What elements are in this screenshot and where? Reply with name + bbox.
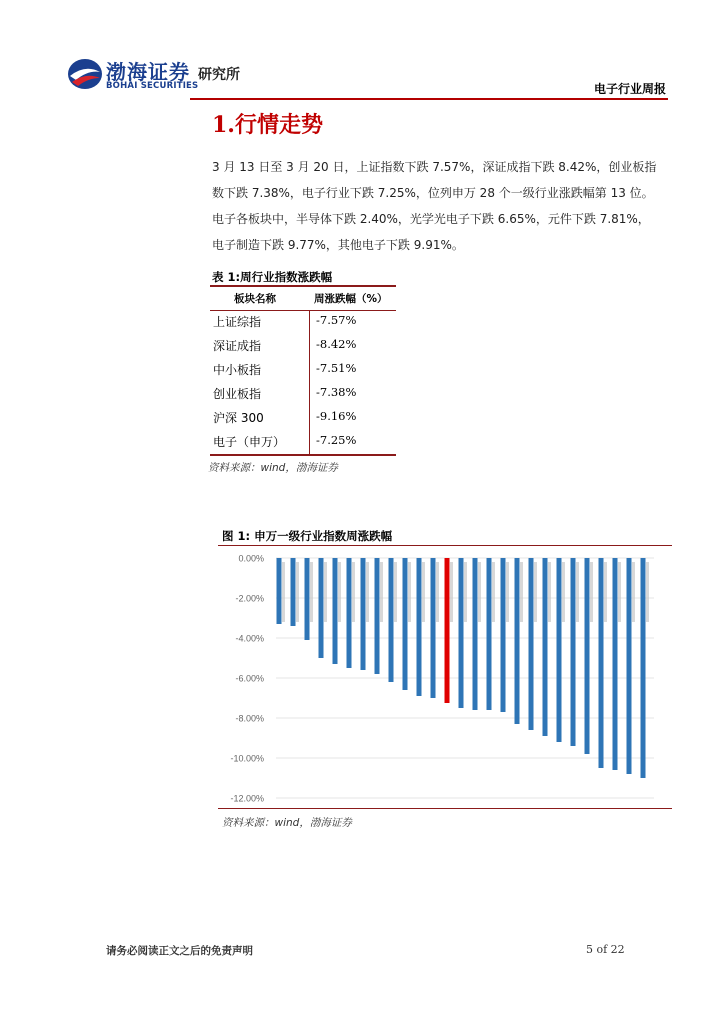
bar xyxy=(459,558,464,708)
bar xyxy=(403,558,408,690)
table-top-rule xyxy=(210,285,396,287)
category-label-mark xyxy=(422,562,425,622)
table-row xyxy=(210,335,396,359)
row-name: 沪深 300 xyxy=(213,411,264,425)
bar xyxy=(417,558,422,696)
row-value: -7.57% xyxy=(316,313,357,327)
table-caption: 表 1:周行业指数涨跌幅 xyxy=(212,270,333,284)
row-value: -7.51% xyxy=(316,361,357,375)
category-label-mark xyxy=(506,562,509,622)
category-label-mark xyxy=(604,562,607,622)
bar xyxy=(599,558,604,768)
bar xyxy=(627,558,632,774)
logo-mark-icon xyxy=(66,56,104,92)
bar xyxy=(501,558,506,712)
row-value: -7.25% xyxy=(316,433,357,447)
category-label-mark xyxy=(492,562,495,622)
category-label-mark xyxy=(464,562,467,622)
row-name: 上证综指 xyxy=(213,315,262,329)
table-row xyxy=(210,311,396,335)
bar xyxy=(319,558,324,658)
y-tick-label: -8.00% xyxy=(235,713,264,724)
category-label-mark xyxy=(352,562,355,622)
category-label-mark xyxy=(562,562,565,622)
paragraph-line: 3 月 13 日至 3 月 20 日，上证指数下跌 7.57%，深证成指下跌 8.42%，创业板指 xyxy=(212,160,657,174)
category-label-mark xyxy=(408,562,411,622)
row-name: 电子（申万） xyxy=(213,435,286,449)
section-title: 1.行情走势 xyxy=(212,112,323,138)
bar xyxy=(389,558,394,682)
bar xyxy=(305,558,310,640)
bar xyxy=(375,558,380,674)
bar xyxy=(529,558,534,730)
y-tick-label: -10.00% xyxy=(230,753,264,764)
bar xyxy=(291,558,296,626)
category-label-mark xyxy=(576,562,579,622)
category-label-mark xyxy=(324,562,327,622)
bar xyxy=(487,558,492,710)
table-header xyxy=(210,288,396,310)
category-label-mark xyxy=(646,562,649,622)
bar-highlighted xyxy=(445,558,450,703)
row-name: 中小板指 xyxy=(213,363,262,377)
category-label-mark xyxy=(548,562,551,622)
category-label-mark xyxy=(394,562,397,622)
table-source: 资料来源：wind，渤海证券 xyxy=(208,462,338,474)
figure-source: 资料来源：wind，渤海证券 xyxy=(222,817,352,829)
bar xyxy=(361,558,366,670)
industry-weekly-change-chart xyxy=(218,546,672,808)
category-label-mark xyxy=(478,562,481,622)
category-label-mark xyxy=(590,562,593,622)
category-label-mark xyxy=(450,562,453,622)
logo-chinese-text: 渤海证券 xyxy=(106,60,190,84)
category-label-mark xyxy=(366,562,369,622)
paragraph-line: 电子制造下跌 9.77%，其他电子下跌 9.91%。 xyxy=(212,238,464,252)
category-label-mark xyxy=(380,562,383,622)
row-name: 创业板指 xyxy=(213,387,262,401)
y-tick-label: 0.00% xyxy=(238,553,264,564)
y-tick-label: -12.00% xyxy=(230,793,264,804)
report-type: 电子行业周报 xyxy=(593,82,666,96)
row-value: -8.42% xyxy=(316,337,357,351)
table-row xyxy=(210,431,396,455)
figure-bottom-rule xyxy=(218,808,672,809)
bar xyxy=(473,558,478,710)
figure-caption: 图 1: 申万一级行业指数周涨跌幅 xyxy=(222,529,393,543)
category-label-mark xyxy=(436,562,439,622)
market-summary-paragraph xyxy=(212,154,674,258)
bar xyxy=(641,558,646,778)
paragraph-line: 电子各板块中，半导体下跌 2.40%，光学光电子下跌 6.65%，元件下跌 7.81%， xyxy=(212,212,650,226)
category-label-mark xyxy=(310,562,313,622)
bar xyxy=(347,558,352,668)
bar xyxy=(613,558,618,770)
paragraph-line: 数下跌 7.38%，电子行业下跌 7.25%，位列申万 28 个一级行业涨跌幅第 13 位。 xyxy=(212,186,654,200)
y-tick-label: -4.00% xyxy=(235,633,264,644)
page-number: 5 of 22 xyxy=(586,943,625,956)
y-tick-label: -6.00% xyxy=(235,673,264,684)
y-tick-label: -2.00% xyxy=(235,593,264,604)
category-label-mark xyxy=(618,562,621,622)
row-value: -7.38% xyxy=(316,385,357,399)
table-row xyxy=(210,407,396,431)
logo-english-text: BOHAI SECURITIES xyxy=(106,81,199,91)
category-label-mark xyxy=(282,562,285,622)
institute-label: 研究所 xyxy=(198,67,240,83)
row-name: 深证成指 xyxy=(213,339,262,353)
bar xyxy=(585,558,590,754)
bar xyxy=(515,558,520,724)
row-value: -9.16% xyxy=(316,409,357,423)
footer-disclaimer: 请务必阅读正文之后的免责声明 xyxy=(106,945,253,957)
table-row xyxy=(210,383,396,407)
table-bottom-rule xyxy=(210,454,396,456)
category-label-mark xyxy=(520,562,523,622)
category-label-mark xyxy=(296,562,299,622)
header-weekly-change: 周涨跌幅（%） xyxy=(314,293,388,305)
bar xyxy=(543,558,548,736)
header-sector-name: 板块名称 xyxy=(234,293,276,305)
bar xyxy=(333,558,338,664)
bar xyxy=(277,558,282,624)
header-divider xyxy=(190,98,668,100)
table-row xyxy=(210,359,396,383)
bar xyxy=(571,558,576,746)
category-label-mark xyxy=(632,562,635,622)
bar xyxy=(431,558,436,698)
category-label-mark xyxy=(338,562,341,622)
category-label-mark xyxy=(534,562,537,622)
bar xyxy=(557,558,562,742)
